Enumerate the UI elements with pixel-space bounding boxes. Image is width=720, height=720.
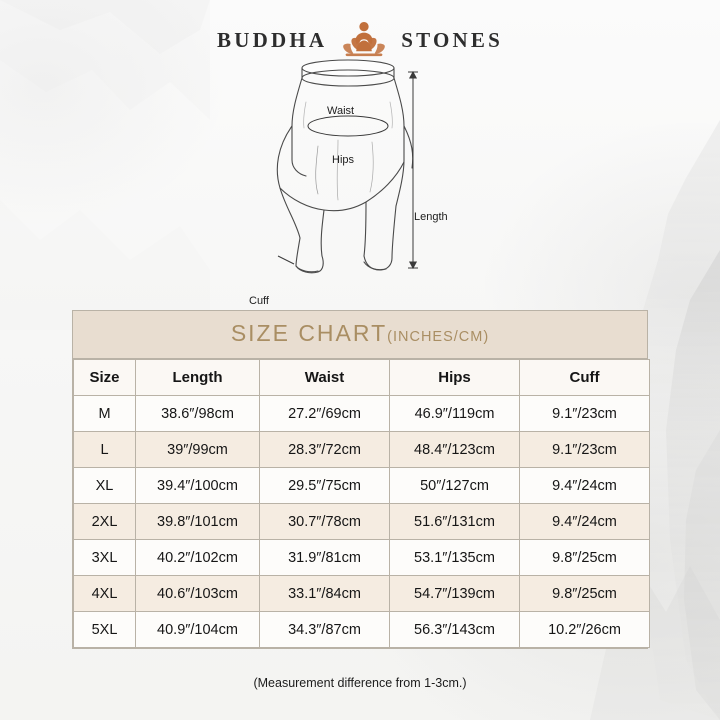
cell-size: 4XL xyxy=(74,576,136,612)
cell-cuff: 9.8″/25cm xyxy=(520,540,650,576)
cell-cuff: 9.1″/23cm xyxy=(520,396,650,432)
cell-size: XL xyxy=(74,468,136,504)
brand-name-left: BUDDHA xyxy=(217,27,328,52)
cell-waist: 31.9″/81cm xyxy=(260,540,390,576)
column-header-length: Length xyxy=(136,360,260,396)
cell-size: 2XL xyxy=(74,504,136,540)
table-row xyxy=(74,576,650,612)
cell-cuff: 9.8″/25cm xyxy=(520,576,650,612)
cell-length: 38.6″/98cm xyxy=(136,396,260,432)
diagram-label-length: Length xyxy=(414,211,448,223)
cell-cuff: 9.4″/24cm xyxy=(520,504,650,540)
cell-hips: 56.3″/143cm xyxy=(390,612,520,648)
cell-cuff: 9.4″/24cm xyxy=(520,468,650,504)
table-row xyxy=(74,504,650,540)
brand-name-right: STONES xyxy=(401,27,503,52)
cell-size: 3XL xyxy=(74,540,136,576)
cell-waist: 28.3″/72cm xyxy=(260,432,390,468)
diagram-label-hips: Hips xyxy=(332,154,355,166)
cell-length: 39.8″/101cm xyxy=(136,504,260,540)
size-chart-table xyxy=(73,359,650,648)
size-chart-title-main: SIZE CHART xyxy=(230,320,388,346)
column-header-waist: Waist xyxy=(260,360,390,396)
cell-length: 40.9″/104cm xyxy=(136,612,260,648)
table-header-row xyxy=(74,360,650,396)
column-header-size: Size xyxy=(74,360,136,396)
cell-hips: 46.9″/119cm xyxy=(390,396,520,432)
size-chart-title-units: (INCHES/CM) xyxy=(387,329,490,345)
cell-hips: 51.6″/131cm xyxy=(390,504,520,540)
cell-waist: 30.7″/78cm xyxy=(260,504,390,540)
cell-length: 39.4″/100cm xyxy=(136,468,260,504)
diagram-label-waist: Waist xyxy=(327,105,355,117)
table-row xyxy=(74,540,650,576)
measurement-footnote: (Measurement difference from 1-3cm.) xyxy=(253,676,467,690)
cell-hips: 50″/127cm xyxy=(390,468,520,504)
cell-cuff: 10.2″/26cm xyxy=(520,612,650,648)
cell-waist: 33.1″/84cm xyxy=(260,576,390,612)
pants-measurement-diagram xyxy=(0,50,720,307)
size-chart-title xyxy=(73,311,647,359)
table-row xyxy=(74,612,650,648)
size-chart xyxy=(72,310,648,649)
column-header-cuff: Cuff xyxy=(520,360,650,396)
table-row xyxy=(74,432,650,468)
cell-hips: 54.7″/139cm xyxy=(390,576,520,612)
cell-length: 39″/99cm xyxy=(136,432,260,468)
cell-waist: 27.2″/69cm xyxy=(260,396,390,432)
cell-size: L xyxy=(74,432,136,468)
cell-size: 5XL xyxy=(74,612,136,648)
cell-hips: 48.4″/123cm xyxy=(390,432,520,468)
cell-length: 40.2″/102cm xyxy=(136,540,260,576)
cell-length: 40.6″/103cm xyxy=(136,576,260,612)
cell-waist: 34.3″/87cm xyxy=(260,612,390,648)
cell-size: M xyxy=(74,396,136,432)
table-row xyxy=(74,396,650,432)
table-row xyxy=(74,468,650,504)
cell-waist: 29.5″/75cm xyxy=(260,468,390,504)
cell-cuff: 9.1″/23cm xyxy=(520,432,650,468)
column-header-hips: Hips xyxy=(390,360,520,396)
diagram-label-cuff: Cuff xyxy=(249,295,269,307)
cell-hips: 53.1″/135cm xyxy=(390,540,520,576)
